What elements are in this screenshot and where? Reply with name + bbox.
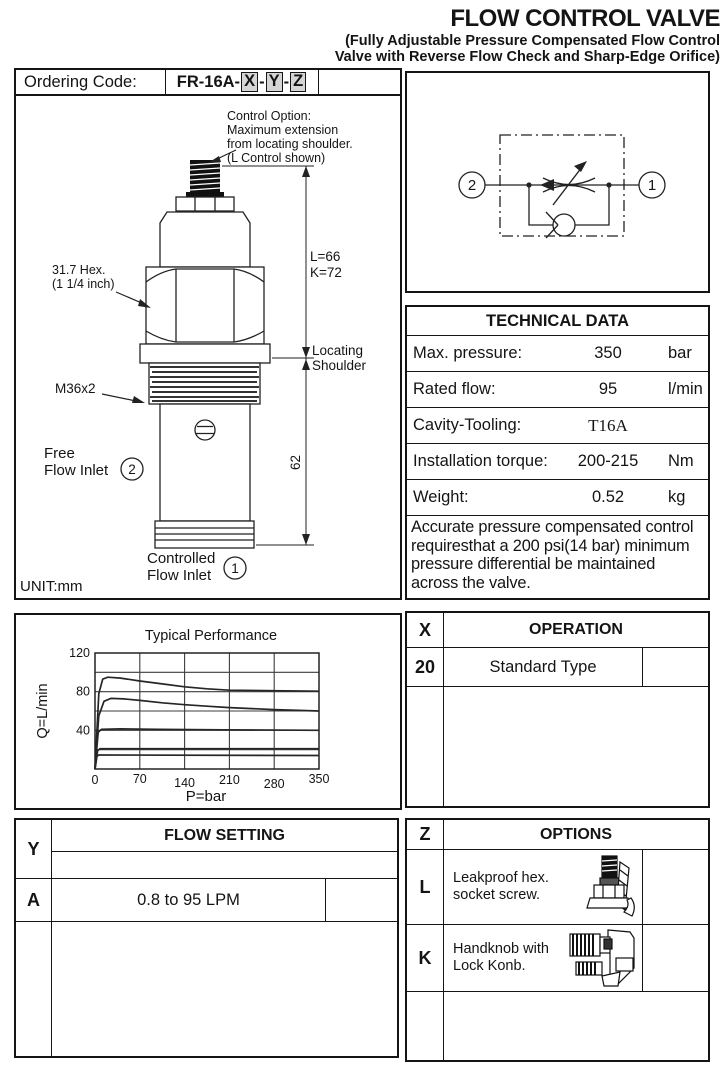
table-row: Cavity-Tooling: T16A <box>407 408 708 444</box>
check-valve-symbol <box>553 214 575 236</box>
dim-k-label: K=72 <box>310 265 342 280</box>
valve-body <box>160 404 250 521</box>
table-row <box>444 925 708 992</box>
svg-text:1: 1 <box>231 561 239 576</box>
valve-collar <box>140 344 270 363</box>
free-flow-inlet-label: Free <box>44 445 75 462</box>
page-header <box>335 6 720 66</box>
y-tick-label: 40 <box>76 723 90 738</box>
options-filler-cell <box>444 992 708 1060</box>
curve-flow-setting-14-lpm <box>95 755 319 769</box>
option-k-blank-cell <box>642 925 708 991</box>
code-sep-1: - <box>259 72 265 91</box>
options-col-key: Z <box>407 820 444 850</box>
x-tick-label: 280 <box>263 777 285 791</box>
flow-setting-col-title: FLOW SETTING <box>52 820 397 852</box>
unit-label: UNIT:mm <box>20 578 83 595</box>
table-row <box>444 850 708 925</box>
valve-locknut <box>176 197 234 211</box>
flow-setting-filler-cell <box>52 922 397 1056</box>
x-tick-label: 70 <box>132 772 147 786</box>
locating-shoulder-label: Locating <box>312 343 364 358</box>
control-option-note: Control Option: <box>227 109 312 123</box>
dim-l-label: L=66 <box>310 249 341 264</box>
valve-hex <box>146 267 264 344</box>
options-filler-key-cell <box>407 992 444 1060</box>
ordering-code-value <box>166 70 319 94</box>
ordering-code-table <box>14 68 402 96</box>
y-tick-label: 120 <box>69 646 90 660</box>
operation-row-key: 20 <box>407 648 444 687</box>
table-row: Installation torque: 200-215 Nm <box>407 444 708 480</box>
operation-filler-key-cell <box>407 687 444 806</box>
options-table <box>405 818 710 1062</box>
page-title: FLOW CONTROL VALVE <box>450 5 720 32</box>
controlled-flow-inlet-label: Controlled <box>147 550 216 567</box>
option-k-key: K <box>407 925 444 992</box>
svg-text:Flow Inlet: Flow Inlet <box>44 462 109 479</box>
svg-text:2: 2 <box>128 462 136 477</box>
flow-setting-header-blank-row <box>52 852 397 879</box>
option-k-description: Handknob with Lock Konb. <box>453 941 549 974</box>
flow-setting-filler-key-cell <box>16 922 52 1056</box>
y-tick-label: 80 <box>76 684 90 699</box>
code-x-box: X <box>241 72 258 91</box>
flow-setting-row-value: 0.8 to 95 LPM <box>137 890 240 909</box>
svg-text:Flow Inlet: Flow Inlet <box>147 567 212 584</box>
pressure-differential-note: Accurate pressure compensated control requiresthat a 200 psi(14 bar) minimum pressure differential be maintained across the valve. <box>411 518 694 592</box>
hex-size-label: 31.7 Hex. <box>52 263 106 277</box>
hydraulic-schematic-panel <box>405 71 710 293</box>
performance-chart-panel <box>14 613 402 810</box>
code-sep-2: - <box>283 72 290 91</box>
technical-data-table <box>405 305 710 600</box>
operation-row-blank-cell <box>642 648 708 686</box>
ordering-code-blank-cell <box>319 70 400 94</box>
svg-text:2: 2 <box>467 177 477 194</box>
valve-cap <box>160 212 250 267</box>
chart-x-axis-label: P=bar <box>185 788 227 805</box>
table-row <box>52 879 397 922</box>
svg-text:from locating shoulder.: from locating shoulder. <box>227 137 353 151</box>
svg-text:1: 1 <box>647 177 657 194</box>
option-l-blank-cell <box>642 850 708 924</box>
handknob-icon <box>568 928 638 988</box>
code-z-box: Z <box>290 72 306 91</box>
table-row: Rated flow: 95 l/min <box>407 372 708 408</box>
subtitle-line-1: (Fully Adjustable Pressure Compensated Flow Control <box>345 33 720 50</box>
flow-setting-row-key: A <box>16 879 52 922</box>
option-l-key: L <box>407 850 444 925</box>
flow-setting-col-key: Y <box>16 820 52 879</box>
code-y-box: Y <box>266 72 283 91</box>
options-col-title: OPTIONS <box>444 820 708 850</box>
table-row <box>444 648 708 687</box>
curve-flow-setting-73-lpm <box>95 698 319 769</box>
x-tick-label: 140 <box>174 776 196 790</box>
table-row: Max. pressure: 350 bar <box>407 336 708 372</box>
operation-col-key: X <box>407 613 444 648</box>
valve-drawing-panel <box>14 94 402 600</box>
technical-data-title: TECHNICAL DATA <box>407 307 708 336</box>
code-prefix: FR-16A- <box>176 72 241 91</box>
svg-text:(L Control shown): (L Control shown) <box>227 151 326 165</box>
operation-col-title: OPERATION <box>444 613 708 648</box>
option-l-description: Leakproof hex. socket screw. <box>453 870 549 903</box>
x-tick-label: 0 <box>91 773 99 787</box>
svg-text:(1 1/4 inch): (1 1/4 inch) <box>52 277 115 291</box>
curve-flow-setting-21-lpm <box>95 749 319 769</box>
dim-62-label: 62 <box>288 454 303 470</box>
chart-plot <box>69 646 329 791</box>
chart-y-axis-label: Q=L/min <box>35 683 51 739</box>
operation-table <box>405 611 710 808</box>
chart-title: Typical Performance <box>144 628 278 644</box>
flow-setting-row-blank-cell <box>325 879 397 921</box>
performance-chart <box>16 615 400 808</box>
table-row: Weight: 0.52 kg <box>407 480 708 516</box>
operation-filler-cell <box>444 687 708 806</box>
ordering-code-label: Ordering Code: <box>16 70 166 94</box>
operation-row-value: Standard Type <box>489 657 597 676</box>
thread-size-label: M36x2 <box>55 381 96 396</box>
hex-socket-screw-icon <box>586 854 638 920</box>
valve-drawing <box>16 96 400 598</box>
flow-setting-table <box>14 818 399 1058</box>
x-tick-label: 210 <box>218 773 240 787</box>
subtitle-line-2: Valve with Reverse Flow Check and Sharp-Edge Orifice) <box>334 49 720 66</box>
svg-text:Maximum extension: Maximum extension <box>227 123 339 137</box>
hydraulic-schematic <box>407 73 708 291</box>
x-tick-label: 350 <box>308 772 330 786</box>
svg-text:Shoulder: Shoulder <box>312 358 367 373</box>
page-subtitle <box>335 34 720 66</box>
